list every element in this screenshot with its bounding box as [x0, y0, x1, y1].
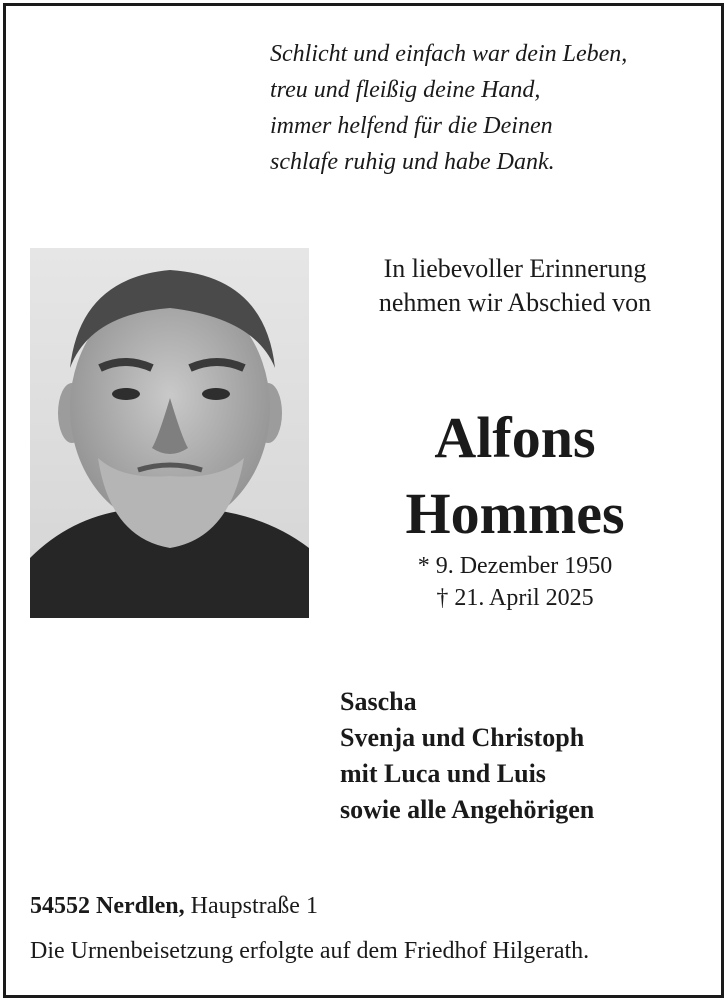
intro-text: [320, 252, 710, 320]
intro-line: nehmen wir Abschied von: [378, 288, 652, 317]
portrait-photo: [30, 248, 309, 618]
life-dates: [320, 550, 710, 614]
poem-line: immer helfend für die Deinen: [270, 113, 553, 139]
poem-line: Schlicht und einfach war dein Leben,: [270, 41, 628, 67]
deceased-name: [320, 400, 710, 552]
family-address: [30, 890, 318, 922]
poem-line: schlafe ruhig und habe Dank.: [270, 149, 555, 175]
last-name: Hommes: [405, 481, 625, 546]
mourner-line: Svenja und Christoph: [340, 723, 585, 752]
address-street: Haupstraße 1: [190, 893, 318, 919]
poem: [270, 36, 710, 180]
birth-date: * 9. Dezember 1950: [417, 553, 613, 579]
mourner-line: Sascha: [340, 687, 417, 716]
poem-line: treu und fleißig deine Hand,: [270, 77, 541, 103]
portrait-illustration: [30, 248, 309, 618]
mourner-line: sowie alle Angehörigen: [340, 795, 595, 824]
death-date: † 21. April 2025: [436, 585, 594, 611]
address-city: 54552 Nerdlen,: [30, 893, 185, 919]
first-name: Alfons: [434, 405, 596, 470]
mourner-line: mit Luca und Luis: [340, 759, 546, 788]
burial-note: Die Urnenbeisetzung erfolgte auf dem Friedhof Hilgerath.: [30, 938, 590, 964]
mourners-list: [340, 684, 720, 828]
intro-line: In liebevoller Erinnerung: [383, 254, 647, 283]
